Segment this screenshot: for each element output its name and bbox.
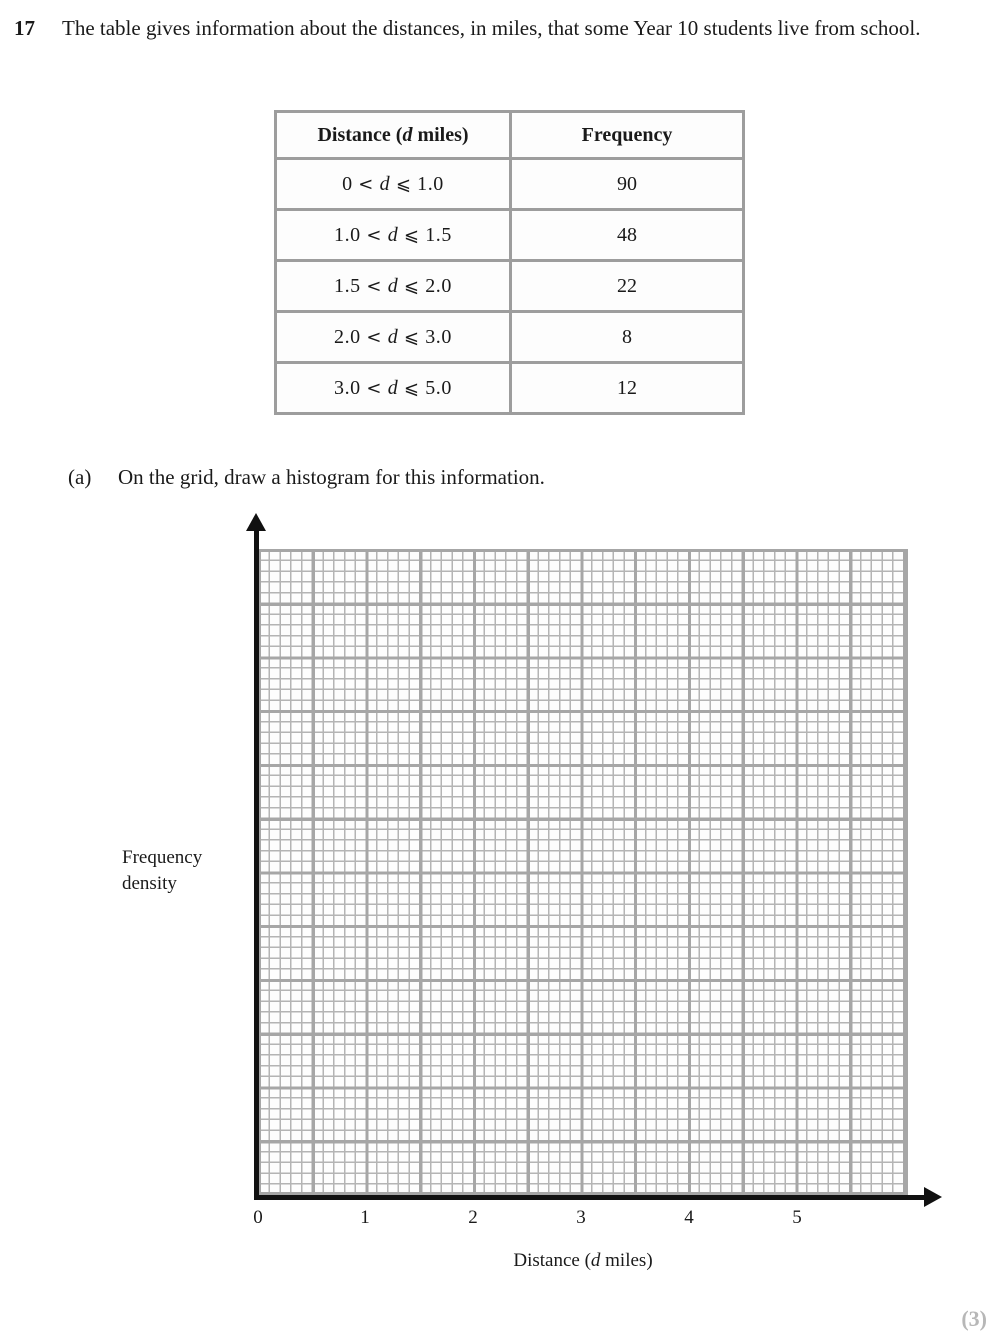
operator-less-than: < xyxy=(358,173,374,195)
cell-frequency: 8 xyxy=(511,312,744,363)
interval-variable: d xyxy=(387,325,399,348)
x-tick-label-0: 0 xyxy=(253,1207,263,1228)
operator-less-than: < xyxy=(366,275,383,297)
interval-variable: d xyxy=(387,274,399,297)
operator-less-equal: ⩽ xyxy=(395,173,412,195)
cell-frequency: 22 xyxy=(511,261,744,312)
table-header-frequency: Frequency xyxy=(511,112,744,159)
table-row xyxy=(276,159,744,210)
table-header-row xyxy=(276,112,744,159)
x-axis-title-variable: d xyxy=(590,1250,601,1271)
interval-lower: 0 xyxy=(342,172,353,195)
y-axis-title-line1: Frequency xyxy=(122,847,203,868)
question-stem-text: The table gives information about the distances, in miles, that some Year 10 students live from school. xyxy=(62,16,921,40)
x-tick-label-4: 4 xyxy=(684,1207,694,1228)
grid-edge-right xyxy=(905,549,908,1195)
table-row xyxy=(276,210,744,261)
cell-distance-interval xyxy=(276,312,511,363)
question-stem xyxy=(14,12,989,44)
operator-less-equal: ⩽ xyxy=(403,275,420,297)
cell-distance-interval xyxy=(276,159,511,210)
operator-less-equal: ⩽ xyxy=(403,224,420,246)
interval-lower: 3.0 xyxy=(333,376,361,399)
operator-less-than: < xyxy=(366,377,383,399)
graph-grid[interactable] xyxy=(258,549,908,1195)
interval-upper: 1.0 xyxy=(417,172,444,195)
table-body xyxy=(276,159,744,414)
cell-frequency: 90 xyxy=(511,159,744,210)
question-number: 17 xyxy=(14,16,35,40)
header-distance-variable: d xyxy=(402,123,413,146)
y-axis-arrow-icon xyxy=(246,513,266,531)
interval-lower: 1.5 xyxy=(333,274,361,297)
x-axis-title xyxy=(258,1250,908,1272)
cell-distance-interval xyxy=(276,210,511,261)
interval-upper: 3.0 xyxy=(425,325,453,348)
operator-less-equal: ⩽ xyxy=(403,326,420,348)
y-axis-title xyxy=(122,845,252,897)
histogram-graph-area xyxy=(0,505,1001,1305)
operator-less-than: < xyxy=(366,224,383,246)
part-a-label: (a) xyxy=(68,465,92,489)
frequency-table xyxy=(274,110,745,415)
table-row xyxy=(276,363,744,414)
x-axis-arrow-icon xyxy=(924,1187,942,1207)
y-axis-title-line2: density xyxy=(122,873,177,894)
x-axis-title-pre: Distance ( xyxy=(513,1250,591,1271)
table-header-distance xyxy=(276,112,511,159)
cell-distance-interval xyxy=(276,363,511,414)
interval-upper: 5.0 xyxy=(425,376,453,399)
x-tick-label-5: 5 xyxy=(792,1207,802,1228)
interval-variable: d xyxy=(379,172,391,195)
x-tick-label-3: 3 xyxy=(576,1207,586,1228)
operator-less-than: < xyxy=(366,326,383,348)
cell-frequency: 12 xyxy=(511,363,744,414)
part-a xyxy=(68,462,545,492)
header-distance-post: miles) xyxy=(412,123,469,146)
cell-frequency: 48 xyxy=(511,210,744,261)
header-distance-pre: Distance ( xyxy=(317,123,403,146)
operator-less-equal: ⩽ xyxy=(403,377,420,399)
table-row xyxy=(276,261,744,312)
x-axis-line xyxy=(254,1195,926,1200)
x-tick-label-1: 1 xyxy=(360,1207,370,1228)
cell-distance-interval xyxy=(276,261,511,312)
interval-variable: d xyxy=(387,376,399,399)
part-a-text: On the grid, draw a histogram for this information. xyxy=(118,465,545,489)
x-tick-label-2: 2 xyxy=(468,1207,478,1228)
table-row xyxy=(276,312,744,363)
y-axis-line xyxy=(254,527,259,1200)
x-axis-title-post: miles) xyxy=(600,1250,653,1271)
marks-allocation: (3) xyxy=(961,1306,987,1331)
interval-upper: 2.0 xyxy=(425,274,453,297)
interval-upper: 1.5 xyxy=(425,223,453,246)
interval-lower: 2.0 xyxy=(333,325,361,348)
interval-variable: d xyxy=(387,223,399,246)
interval-lower: 1.0 xyxy=(333,223,361,246)
